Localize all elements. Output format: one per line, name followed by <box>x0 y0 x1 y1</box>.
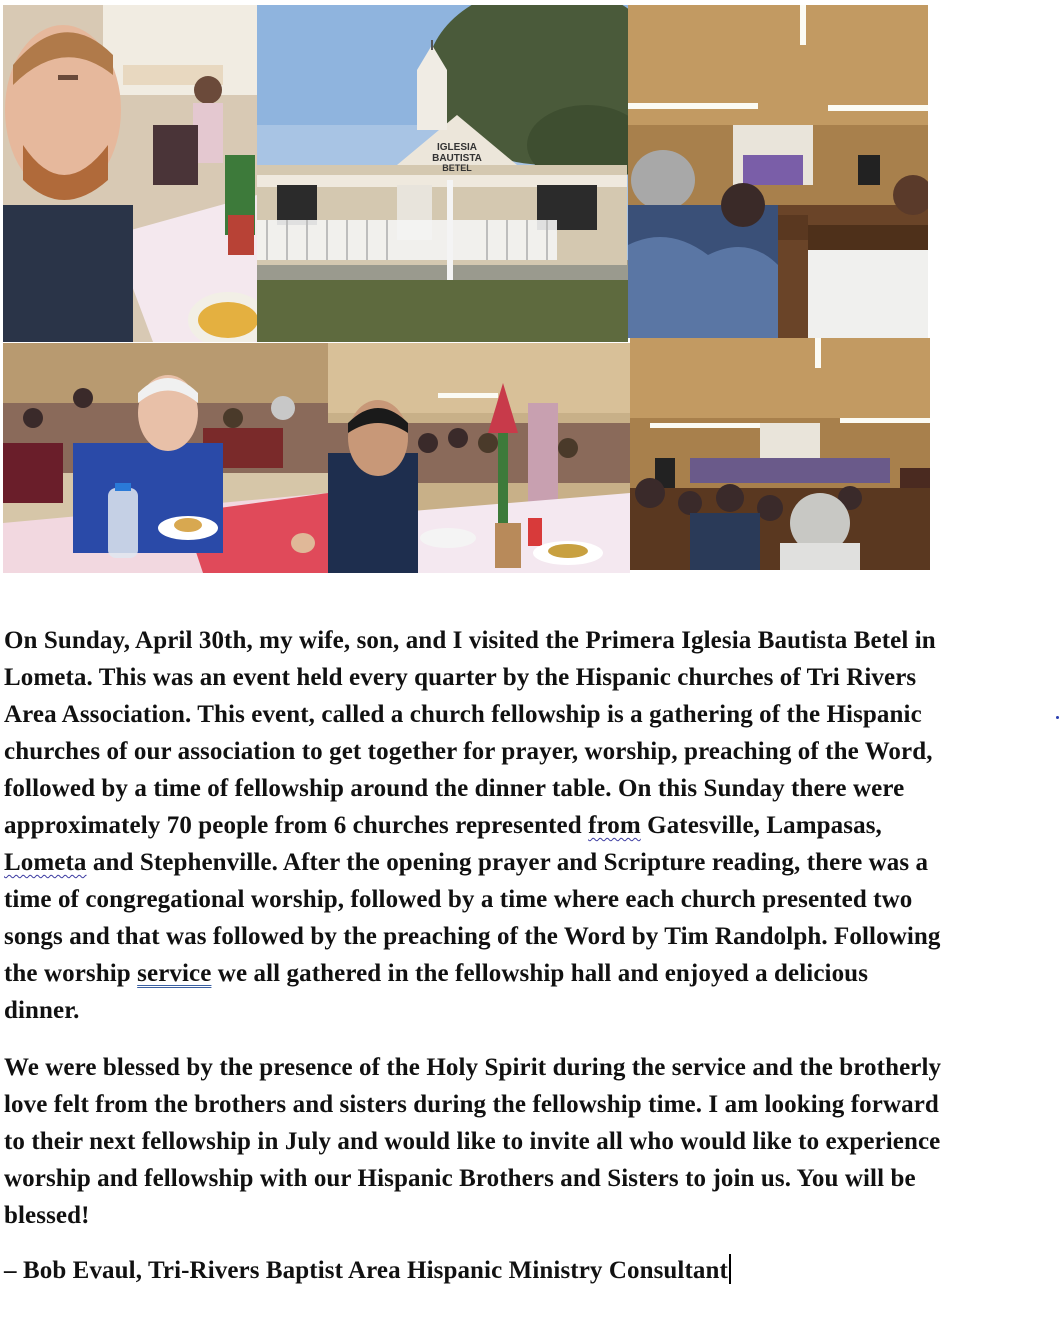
paragraph-1-text-c: and Stephenville. After the opening prayer and Scripture reading, there was a time of congregational worship, followed by a time where each church presented two songs and that was followed by the preaching of the Word by Tim Randolph. Following the worship <box>4 849 941 987</box>
sanctuary-2-photo <box>630 338 930 570</box>
article-paragraph-2: We were blessed by the presence of the Holy Spirit during the service and the brotherly love felt from the brothers and sisters during the fellowship time. I am looking forward to their next fellowship in July and would like to invite all who would like to experience worship and fellowship with our Hispanic Brothers and Sisters to join us. You will be blessed! <box>4 1054 942 1229</box>
church-photo <box>257 5 628 342</box>
signature-text: – Bob Evaul, Tri-Rivers Baptist Area Hispanic Ministry Consultant <box>4 1257 728 1284</box>
dinner-hall-photo <box>328 343 630 573</box>
signature <box>4 1252 944 1289</box>
church-sign-line3: BETEL <box>442 163 472 173</box>
church-sign-line2: BAUTISTA <box>432 153 482 164</box>
grammar-flag-from[interactable]: from <box>588 812 641 839</box>
sanctuary-photo <box>628 5 928 338</box>
article-paragraph-1 <box>4 622 944 1029</box>
man-at-table-photo <box>3 343 328 573</box>
grammar-flag-service[interactable]: service <box>137 960 212 987</box>
article-body <box>4 622 944 1289</box>
paragraph-1-text-d: we all gathered in the fellowship hall and enjoyed a delicious dinner. <box>4 960 869 1024</box>
margin-marker <box>1056 716 1059 719</box>
paragraph-1-text-b: Gatesville, Lampasas, <box>640 812 882 839</box>
church-sign-line1: IGLESIA <box>436 142 478 153</box>
spelling-flag-lometa[interactable]: Lometa <box>4 849 87 876</box>
text-cursor <box>729 1254 731 1284</box>
selfie-photo <box>3 5 257 342</box>
paragraph-1-text-a: On Sunday, April 30th, my wife, son, and I visited the Primera Iglesia Bautista Betel in Lometa. This was an event held every quarter by the Hispanic churches of Tri Rivers Area Association. This event, called a church fellowship is a gathering of the Hispanic churches of our association to get together for prayer, worship, preaching of the Word, followed by a time of fellowship around the dinner table. On this Sunday there were approximately 70 people from 6 churches represented <box>4 627 936 839</box>
